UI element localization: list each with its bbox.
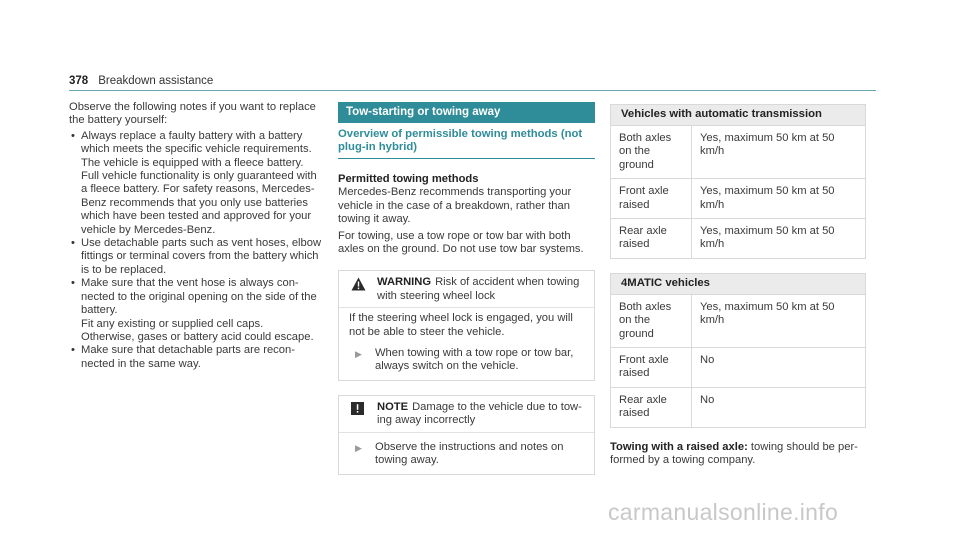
note-label: NOTE (377, 400, 409, 413)
header-divider (69, 90, 876, 91)
bullet-text: • Make sure that detachable parts are reconnected in the same way. (81, 344, 295, 370)
bullet-text: • Make sure that the vent hose is always connected to the original opening on the side of the battery. (81, 277, 317, 317)
warning-label: WARNING (377, 276, 432, 289)
table-cell-value: Yes, maximum 50 km at 50 km/h (692, 126, 866, 179)
step-arrow-icon: ▶ (355, 349, 362, 360)
note-step (349, 441, 586, 468)
bullet-text: • Use detachable parts such as vent hoses, elbow fittings or terminal covers from the battery which is to be replaced. (81, 237, 322, 276)
table-cell-value: No (692, 387, 866, 427)
table-row (611, 387, 866, 427)
table-cell-value: Yes, maximum 50 km at 50 km/h (692, 294, 866, 347)
table-cell-value: Yes, maximum 50 km at 50 km/h (692, 219, 866, 259)
warning-headline: Risk of accident when towing with steering wheel lock (377, 276, 580, 302)
page-header (69, 75, 213, 88)
battery-intro: Observe the following notes if you want to replace the battery yourself: (69, 101, 316, 127)
battery-notes-list (69, 130, 324, 371)
permitted-methods-text-2: For towing, use a tow rope or tow bar with both axles on the ground. Do not use tow bar systems. (338, 229, 584, 256)
table-title: 4MATIC vehicles (611, 273, 866, 294)
raised-axle-label: Towing with a raised axle: (610, 440, 748, 453)
bullet-continuation: Otherwise, gases or battery acid could escape. (81, 330, 314, 343)
bullet-continuation: Fit any existing or supplied cell caps. (81, 317, 264, 330)
permitted-methods-text: Mercedes-Benz recommends transporting your vehicle in the case of a breakdown, rather than towing it away. (338, 186, 572, 226)
table-cell-condition: Rear axle raised (611, 387, 692, 427)
table-cell-condition: Front axle raised (611, 348, 692, 388)
step-text: Observe the instructions and notes on towing away. (375, 440, 564, 467)
table-cell-condition: Rear axle raised (611, 219, 692, 259)
warning-step (349, 347, 586, 374)
list-item (69, 344, 324, 371)
step-arrow-icon: ▶ (355, 442, 362, 453)
raised-axle-note (610, 441, 866, 468)
table-title: Vehicles with automatic transmission (611, 105, 866, 126)
column-battery-notes (69, 101, 324, 371)
warning-triangle-icon (351, 277, 367, 295)
page-number: 378 (69, 75, 89, 87)
table-row (611, 219, 866, 259)
bullet-continuation: The vehicle is equipped with a fleece battery. Full vehicle functionality is only guaranteed with a fleece battery. For safety reasons, Mercedes-Benz recommends that you only use batteries which have been tested and approved for your vehicle by Mercedes-Benz. (81, 156, 317, 236)
automatic-transmission-table (610, 104, 866, 259)
list-item (69, 237, 324, 277)
table-row (611, 348, 866, 388)
table-cell-value: No (692, 348, 866, 388)
note-headline: Damage to the vehicle due to towing away incorrectly (377, 400, 582, 427)
watermark: carmanualsonline.info (608, 499, 839, 525)
section-title-bar: Tow-starting or towing away (338, 102, 595, 123)
note-exclamation-icon (351, 402, 367, 419)
running-title: Breakdown assistance (98, 75, 214, 87)
column-towing-tables (610, 104, 866, 468)
column-towing (338, 102, 595, 475)
table-row (611, 294, 866, 347)
note-header (339, 396, 594, 433)
subsection-title: Overview of permissible towing methods (not plug-in hybrid) (338, 128, 595, 159)
table-cell-value: Yes, maximum 50 km at 50 km/h (692, 179, 866, 219)
table-cell-condition: Both axles on the ground (611, 126, 692, 179)
table-row (611, 179, 866, 219)
step-text: When towing with a tow rope or tow bar, always switch on the vehicle. (375, 347, 574, 373)
note-box (338, 395, 595, 475)
list-item (69, 277, 324, 344)
raised-axle-text: towing should be performed by a towing company. (610, 440, 858, 467)
list-item (69, 130, 324, 237)
warning-box (338, 270, 595, 380)
4matic-table (610, 273, 866, 428)
warning-header (339, 271, 594, 308)
table-cell-condition: Both axles on the ground (611, 294, 692, 347)
warning-body (339, 308, 594, 380)
bullet-text: • Always replace a faulty battery with a battery which meets the specific vehicle requirements. (81, 129, 312, 156)
table-cell-condition: Front axle raised (611, 179, 692, 219)
warning-text: If the steering wheel lock is engaged, you will not be able to steer the vehicle. (349, 312, 573, 338)
permitted-methods-heading: Permitted towing methods (338, 173, 479, 185)
note-body (339, 441, 594, 474)
table-row (611, 126, 866, 179)
